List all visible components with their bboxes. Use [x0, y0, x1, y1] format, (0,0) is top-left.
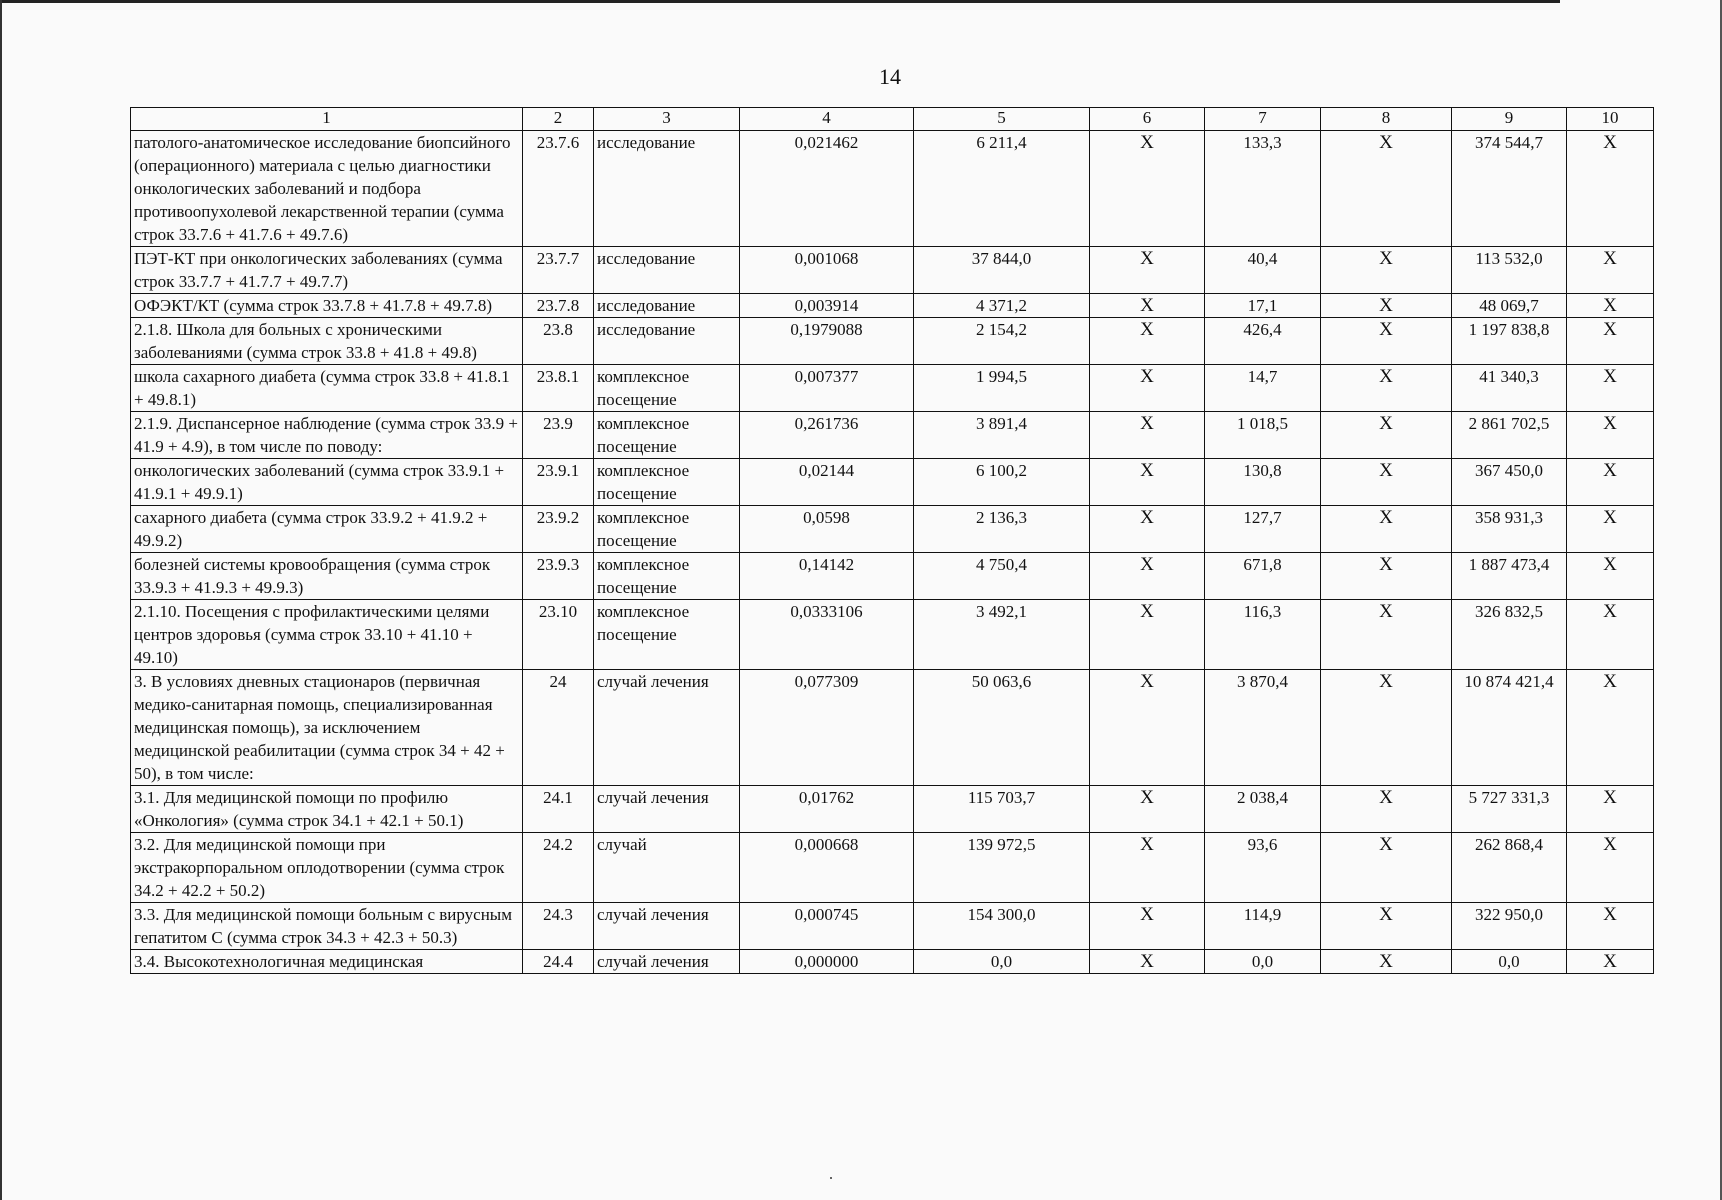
row-code: 23.7.7 — [523, 247, 594, 294]
row-norm-cost: 3 891,4 — [914, 412, 1090, 459]
row-col8: X — [1321, 459, 1452, 506]
row-norm-volume: 0,007377 — [740, 365, 914, 412]
row-col6: X — [1090, 459, 1205, 506]
row-norm-volume: 0,000000 — [740, 950, 914, 974]
row-name: онкологических заболеваний (сумма строк 33.9.1 + 41.9.1 + 49.9.1) — [131, 459, 523, 506]
row-per-capita: 133,3 — [1205, 131, 1321, 247]
row-col10: X — [1567, 131, 1654, 247]
row-col6: X — [1090, 365, 1205, 412]
row-code: 23.10 — [523, 600, 594, 670]
row-name: 2.1.9. Диспансерное наблюдение (сумма строк 33.9 + 41.9 + 4.9), в том числе по поводу: — [131, 412, 523, 459]
data-table — [130, 107, 1654, 974]
row-col10: X — [1567, 950, 1654, 974]
row-unit: случай лечения — [594, 786, 740, 833]
row-per-capita: 0,0 — [1205, 950, 1321, 974]
row-per-capita: 114,9 — [1205, 903, 1321, 950]
table-row — [131, 412, 1654, 459]
row-norm-cost: 0,0 — [914, 950, 1090, 974]
row-unit: комплексное посещение — [594, 365, 740, 412]
table-row — [131, 294, 1654, 318]
row-col8: X — [1321, 294, 1452, 318]
row-unit: комплексное посещение — [594, 553, 740, 600]
row-unit: комплексное посещение — [594, 600, 740, 670]
row-per-capita: 2 038,4 — [1205, 786, 1321, 833]
table-row — [131, 459, 1654, 506]
row-name: патолого-анатомическое исследование биопсийного (операционного) материала с целью диагностики онкологических заболеваний и подбора противоопухолевой лекарственной терапии (сумма строк 33.7.6 + 41.7.6 + 49.7.6) — [131, 131, 523, 247]
row-norm-volume: 0,021462 — [740, 131, 914, 247]
row-per-capita: 116,3 — [1205, 600, 1321, 670]
row-col10: X — [1567, 670, 1654, 786]
table-row — [131, 670, 1654, 786]
row-total: 262 868,4 — [1452, 833, 1567, 903]
row-unit: исследование — [594, 131, 740, 247]
row-code: 24 — [523, 670, 594, 786]
row-norm-cost: 2 136,3 — [914, 506, 1090, 553]
row-col8: X — [1321, 318, 1452, 365]
column-header-2: 2 — [523, 108, 594, 131]
table-row — [131, 553, 1654, 600]
row-per-capita: 3 870,4 — [1205, 670, 1321, 786]
row-name: сахарного диабета (сумма строк 33.9.2 + 41.9.2 + 49.9.2) — [131, 506, 523, 553]
row-total: 41 340,3 — [1452, 365, 1567, 412]
row-col8: X — [1321, 600, 1452, 670]
row-name: 3.2. Для медицинской помощи при экстракорпоральном оплодотворении (сумма строк 34.2 + 42.2 + 50.2) — [131, 833, 523, 903]
table-row — [131, 903, 1654, 950]
row-per-capita: 127,7 — [1205, 506, 1321, 553]
row-unit: комплексное посещение — [594, 412, 740, 459]
row-unit: исследование — [594, 294, 740, 318]
column-header-3: 3 — [594, 108, 740, 131]
row-name: 2.1.10. Посещения с профилактическими целями центров здоровья (сумма строк 33.10 + 41.10 + 49.10) — [131, 600, 523, 670]
column-header-7: 7 — [1205, 108, 1321, 131]
scan-speck — [830, 1177, 832, 1179]
row-col6: X — [1090, 412, 1205, 459]
row-code: 23.8 — [523, 318, 594, 365]
row-unit: исследование — [594, 247, 740, 294]
page-left-border — [0, 0, 2, 1200]
row-col6: X — [1090, 833, 1205, 903]
row-norm-volume: 0,02144 — [740, 459, 914, 506]
row-total: 5 727 331,3 — [1452, 786, 1567, 833]
row-per-capita: 40,4 — [1205, 247, 1321, 294]
row-col8: X — [1321, 553, 1452, 600]
row-col8: X — [1321, 365, 1452, 412]
row-col6: X — [1090, 553, 1205, 600]
table-row — [131, 786, 1654, 833]
row-norm-volume: 0,0333106 — [740, 600, 914, 670]
row-norm-cost: 2 154,2 — [914, 318, 1090, 365]
row-col6: X — [1090, 506, 1205, 553]
row-col10: X — [1567, 600, 1654, 670]
row-norm-cost: 1 994,5 — [914, 365, 1090, 412]
table-row — [131, 833, 1654, 903]
row-code: 23.7.6 — [523, 131, 594, 247]
row-name: 3.4. Высокотехнологичная медицинская — [131, 950, 523, 974]
column-header-8: 8 — [1321, 108, 1452, 131]
row-col10: X — [1567, 294, 1654, 318]
row-unit: комплексное посещение — [594, 459, 740, 506]
row-per-capita: 130,8 — [1205, 459, 1321, 506]
row-col6: X — [1090, 600, 1205, 670]
row-col6: X — [1090, 950, 1205, 974]
row-col6: X — [1090, 318, 1205, 365]
table-row — [131, 131, 1654, 247]
row-col8: X — [1321, 786, 1452, 833]
row-unit: случай — [594, 833, 740, 903]
row-col8: X — [1321, 506, 1452, 553]
row-name: 3.1. Для медицинской помощи по профилю «Онкология» (сумма строк 34.1 + 42.1 + 50.1) — [131, 786, 523, 833]
row-code: 24.2 — [523, 833, 594, 903]
row-per-capita: 14,7 — [1205, 365, 1321, 412]
row-code: 23.9.1 — [523, 459, 594, 506]
row-norm-cost: 6 100,2 — [914, 459, 1090, 506]
column-header-1: 1 — [131, 108, 523, 131]
row-norm-cost: 4 371,2 — [914, 294, 1090, 318]
row-per-capita: 17,1 — [1205, 294, 1321, 318]
row-col10: X — [1567, 786, 1654, 833]
row-norm-cost: 4 750,4 — [914, 553, 1090, 600]
row-unit: комплексное посещение — [594, 506, 740, 553]
row-norm-volume: 0,001068 — [740, 247, 914, 294]
row-col10: X — [1567, 833, 1654, 903]
column-header-4: 4 — [740, 108, 914, 131]
row-total: 2 861 702,5 — [1452, 412, 1567, 459]
column-number-row — [131, 108, 1654, 131]
row-unit: исследование — [594, 318, 740, 365]
row-norm-volume: 0,003914 — [740, 294, 914, 318]
row-norm-cost: 3 492,1 — [914, 600, 1090, 670]
row-col8: X — [1321, 950, 1452, 974]
row-per-capita: 426,4 — [1205, 318, 1321, 365]
row-name: школа сахарного диабета (сумма строк 33.8 + 41.8.1 + 49.8.1) — [131, 365, 523, 412]
row-total: 322 950,0 — [1452, 903, 1567, 950]
row-col6: X — [1090, 903, 1205, 950]
row-code: 24.1 — [523, 786, 594, 833]
column-header-6: 6 — [1090, 108, 1205, 131]
row-col10: X — [1567, 412, 1654, 459]
row-norm-cost: 115 703,7 — [914, 786, 1090, 833]
row-col8: X — [1321, 131, 1452, 247]
row-norm-cost: 6 211,4 — [914, 131, 1090, 247]
row-total: 374 544,7 — [1452, 131, 1567, 247]
row-col6: X — [1090, 786, 1205, 833]
column-header-9: 9 — [1452, 108, 1567, 131]
page-number: 14 — [879, 64, 901, 89]
row-total: 10 874 421,4 — [1452, 670, 1567, 786]
row-norm-volume: 0,261736 — [740, 412, 914, 459]
row-name: ОФЭКТ/КТ (сумма строк 33.7.8 + 41.7.8 + 49.7.8) — [131, 294, 523, 318]
page-top-border — [0, 0, 1560, 3]
column-header-10: 10 — [1567, 108, 1654, 131]
row-code: 23.8.1 — [523, 365, 594, 412]
row-norm-volume: 0,077309 — [740, 670, 914, 786]
row-code: 23.7.8 — [523, 294, 594, 318]
row-col8: X — [1321, 670, 1452, 786]
row-total: 1 887 473,4 — [1452, 553, 1567, 600]
row-code: 24.4 — [523, 950, 594, 974]
row-col10: X — [1567, 903, 1654, 950]
row-name: 3.3. Для медицинской помощи больным с вирусным гепатитом С (сумма строк 34.3 + 42.3 + 50.3) — [131, 903, 523, 950]
row-total: 113 532,0 — [1452, 247, 1567, 294]
row-per-capita: 671,8 — [1205, 553, 1321, 600]
row-total: 326 832,5 — [1452, 600, 1567, 670]
row-unit: случай лечения — [594, 903, 740, 950]
row-norm-volume: 0,000745 — [740, 903, 914, 950]
row-col6: X — [1090, 131, 1205, 247]
row-per-capita: 93,6 — [1205, 833, 1321, 903]
table-row — [131, 600, 1654, 670]
row-col8: X — [1321, 833, 1452, 903]
table-body — [131, 108, 1654, 974]
row-norm-cost: 37 844,0 — [914, 247, 1090, 294]
row-col10: X — [1567, 247, 1654, 294]
row-col6: X — [1090, 247, 1205, 294]
row-norm-volume: 0,14142 — [740, 553, 914, 600]
table-row — [131, 365, 1654, 412]
row-col10: X — [1567, 506, 1654, 553]
row-norm-cost: 50 063,6 — [914, 670, 1090, 786]
row-total: 367 450,0 — [1452, 459, 1567, 506]
column-header-5: 5 — [914, 108, 1090, 131]
row-code: 23.9 — [523, 412, 594, 459]
row-code: 24.3 — [523, 903, 594, 950]
row-col8: X — [1321, 412, 1452, 459]
row-norm-cost: 139 972,5 — [914, 833, 1090, 903]
row-col8: X — [1321, 247, 1452, 294]
row-col10: X — [1567, 553, 1654, 600]
row-col8: X — [1321, 903, 1452, 950]
row-norm-cost: 154 300,0 — [914, 903, 1090, 950]
row-per-capita: 1 018,5 — [1205, 412, 1321, 459]
row-total: 1 197 838,8 — [1452, 318, 1567, 365]
row-code: 23.9.3 — [523, 553, 594, 600]
row-norm-volume: 0,01762 — [740, 786, 914, 833]
row-col6: X — [1090, 670, 1205, 786]
row-col10: X — [1567, 365, 1654, 412]
row-col10: X — [1567, 459, 1654, 506]
row-col6: X — [1090, 294, 1205, 318]
row-name: 3. В условиях дневных стационаров (первичная медико-санитарная помощь, специализированная медицинская помощь), за исключением медицинской реабилитации (сумма строк 34 + 42 + 50), в том числе: — [131, 670, 523, 786]
row-name: ПЭТ-КТ при онкологических заболеваниях (сумма строк 33.7.7 + 41.7.7 + 49.7.7) — [131, 247, 523, 294]
row-norm-volume: 0,0598 — [740, 506, 914, 553]
row-unit: случай лечения — [594, 950, 740, 974]
table-row — [131, 950, 1654, 974]
row-norm-volume: 0,1979088 — [740, 318, 914, 365]
row-col10: X — [1567, 318, 1654, 365]
table-row — [131, 506, 1654, 553]
table-row — [131, 318, 1654, 365]
row-name: 2.1.8. Школа для больных с хроническими заболеваниями (сумма строк 33.8 + 41.8 + 49.8) — [131, 318, 523, 365]
table-row — [131, 247, 1654, 294]
row-total: 358 931,3 — [1452, 506, 1567, 553]
row-norm-volume: 0,000668 — [740, 833, 914, 903]
row-unit: случай лечения — [594, 670, 740, 786]
row-name: болезней системы кровообращения (сумма строк 33.9.3 + 41.9.3 + 49.9.3) — [131, 553, 523, 600]
row-total: 0,0 — [1452, 950, 1567, 974]
row-total: 48 069,7 — [1452, 294, 1567, 318]
row-code: 23.9.2 — [523, 506, 594, 553]
